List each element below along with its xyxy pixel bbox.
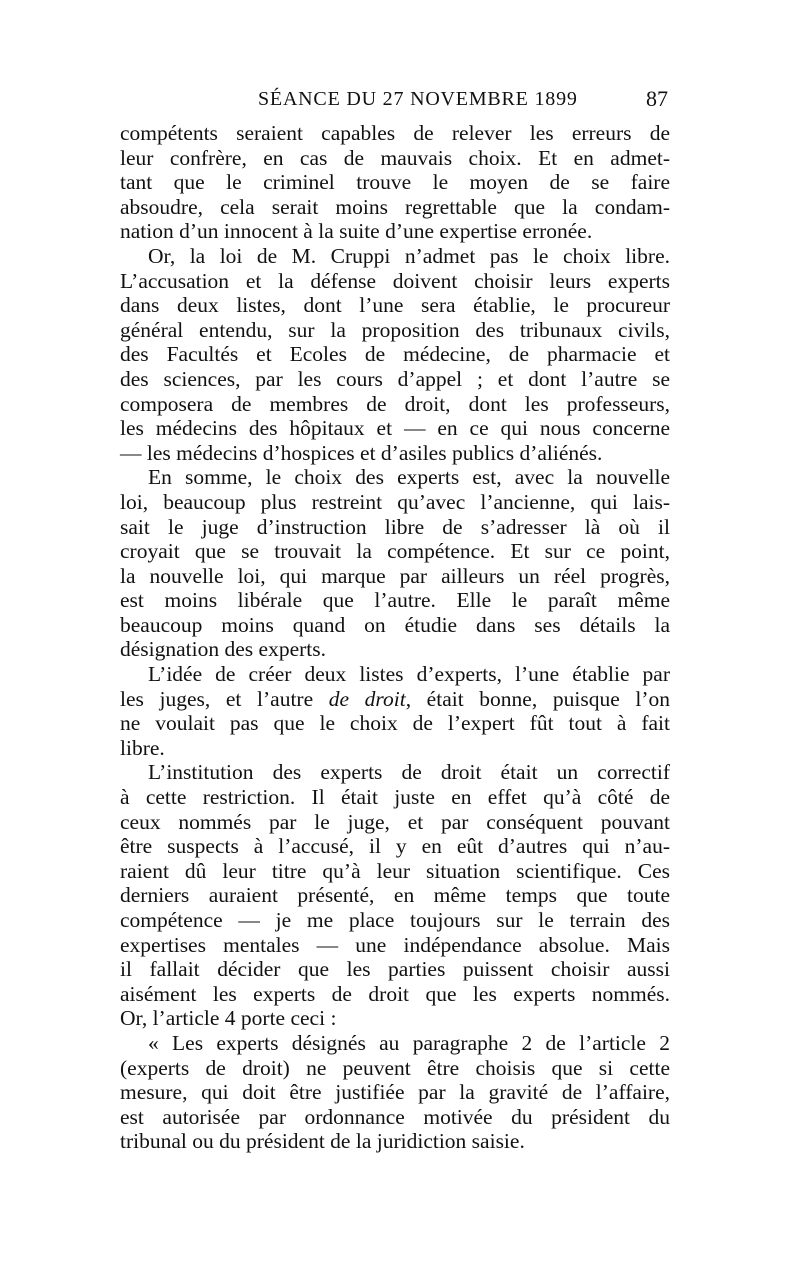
text-line: Or, l’article 4 porte ceci : bbox=[120, 1006, 337, 1031]
text-line: compétents seraient capables de relever les erreurs de bbox=[120, 121, 670, 145]
text-line: sait le juge d’instruction libre de s’adresser là où il bbox=[120, 514, 670, 539]
text-line: libre. bbox=[120, 735, 165, 760]
text-line: mesure, qui doit être justifiée par la gravité de l’affaire, bbox=[120, 1080, 670, 1105]
text-line: absoudre, cela serait moins regrettable que la condam- bbox=[120, 194, 670, 219]
text-line: derniers auraient présenté, en même temps que toute bbox=[120, 883, 670, 908]
text-line: beaucoup moins quand on étudie dans ses détails la bbox=[120, 612, 670, 637]
running-head bbox=[120, 86, 668, 120]
text-line: L’institution des experts de droit était un correctif bbox=[148, 760, 670, 785]
text-line: (experts de droit) ne peuvent être choisis que si cette bbox=[120, 1055, 670, 1080]
running-title: SÉANCE DU 27 NOVEMBRE 1899 bbox=[258, 88, 578, 110]
text-line: tant que le criminel trouve le moyen de se faire bbox=[120, 170, 670, 195]
text-line: est autorisée par ordonnance motivée du président du bbox=[120, 1104, 670, 1129]
text-line: L’accusation et la défense doivent choisir leurs experts bbox=[120, 268, 670, 293]
text-line: désignation des experts. bbox=[120, 637, 326, 662]
text-line: il fallait décider que les parties puissent choisir aussi bbox=[120, 957, 670, 982]
text-line: En somme, le choix des experts est, avec la nouvelle bbox=[148, 465, 670, 490]
text-line: général entendu, sur la proposition des tribunaux civils, bbox=[120, 317, 670, 342]
italic-phrase: de droit bbox=[328, 686, 406, 711]
text-line: « Les experts désignés au paragraphe 2 de l’article 2 bbox=[148, 1030, 670, 1055]
text-line: expertises mentales — une indépendance absolue. Mais bbox=[120, 932, 670, 957]
text-line: est moins libérale que l’autre. Elle le paraît même bbox=[120, 588, 670, 613]
text-line: loi, beaucoup plus restreint qu’avec l’ancienne, qui lais- bbox=[120, 489, 670, 514]
text-line: Or, la loi de M. Cruppi n’admet pas le choix libre. bbox=[148, 243, 670, 268]
text-line: dans deux listes, dont l’une sera établie, le procureur bbox=[120, 293, 670, 318]
page-number: 87 bbox=[646, 86, 668, 111]
text-line: aisément les experts de droit que les experts nommés. bbox=[120, 981, 670, 1006]
text-line: les juges, et l’autre de droit, était bonne, puisque l’on bbox=[120, 686, 670, 711]
text-line: leur confrère, en cas de mauvais choix. Et en admet- bbox=[120, 145, 670, 170]
text-line: des Facultés et Ecoles de médecine, de pharmacie et bbox=[120, 342, 670, 367]
text-line: les médecins des hôpitaux et — en ce qui nous concerne bbox=[120, 416, 670, 441]
text-line: la nouvelle loi, qui marque par ailleurs un réel progrès, bbox=[120, 563, 670, 588]
text-line: tribunal ou du président de la juridiction saisie. bbox=[120, 1129, 525, 1154]
text-line: composera de membres de droit, dont les professeurs, bbox=[120, 391, 670, 416]
text-line: compétence — je me place toujours sur le terrain des bbox=[120, 908, 670, 932]
text-line: des sciences, par les cours d’appel ; et dont l’autre se bbox=[120, 366, 670, 391]
text-line: — les médecins d’hospices et d’asiles publics d’aliénés. bbox=[120, 440, 603, 465]
text-line: ne voulait pas que le choix de l’expert fût tout à fait bbox=[120, 711, 670, 736]
body-text bbox=[120, 121, 670, 1154]
text-line: raient dû leur titre qu’à leur situation scientifique. Ces bbox=[120, 858, 670, 883]
text-line: ceux nommés par le juge, et par conséquent pouvant bbox=[120, 809, 670, 834]
text-line: croyait que se trouvait la compétence. Et sur ce point, bbox=[120, 539, 670, 564]
text-line: être suspects à l’accusé, il y en eût d’autres qui n’au- bbox=[120, 834, 670, 859]
text-line: à cette restriction. Il était juste en effet qu’à côté de bbox=[120, 785, 670, 810]
text-line: nation d’un innocent à la suite d’une expertise erronée. bbox=[120, 219, 593, 244]
text-line: L’idée de créer deux listes d’experts, l’une établie par bbox=[148, 662, 670, 687]
